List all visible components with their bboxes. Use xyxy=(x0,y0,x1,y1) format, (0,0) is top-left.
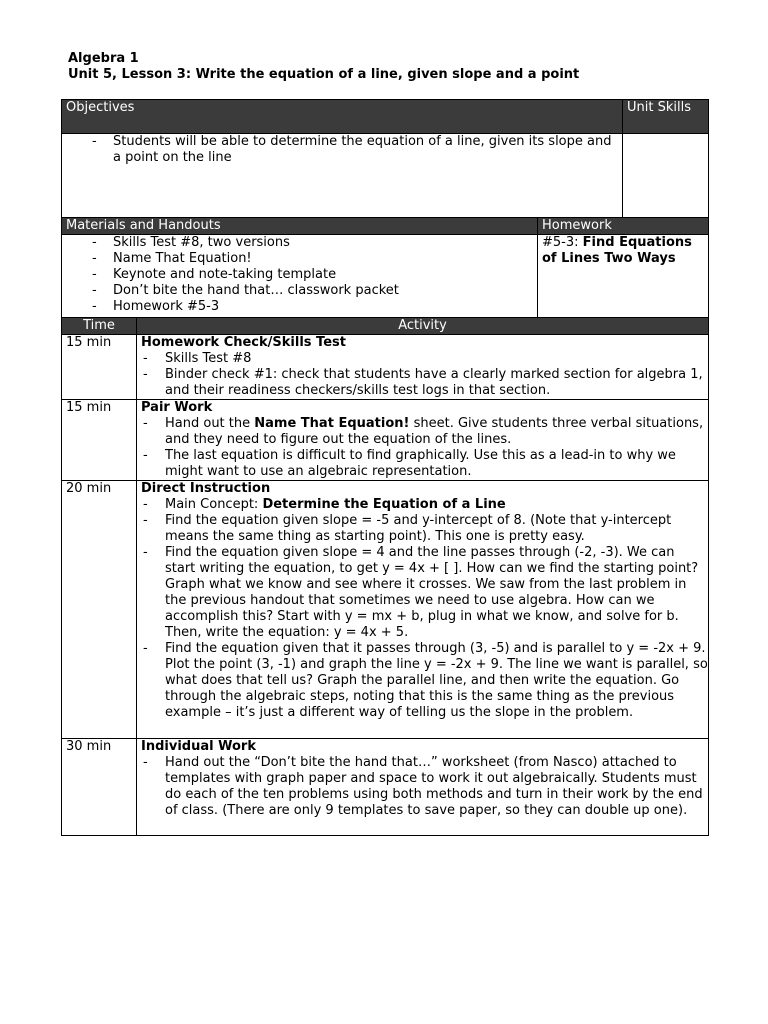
objectives-table xyxy=(61,99,709,218)
text-run: sheet. Give students three verbal situations, and they need to figure out the equation of the lines. xyxy=(165,416,704,447)
list-item: - Find the equation given that it passes through (3, -5) and is parallel to y = -2x + 9. Plot the point (3, -1) and graph the line y = -2x + 9. The line we want is parallel, so what does that tell us? Graph the parallel line, and then write the equation. Go through the algebraic steps, noting that this is the same thing as the previous example – it’s just a different way of telling us the slope in the problem. xyxy=(141,641,708,721)
list-item: - Find the equation given slope = 4 and the line passes through (-2, -3). We can start writing the equation, to get y = 4x + [ ]. How can we find the starting point? Graph what we know and see where it crosses. We saw from the last problem in the previous handout that sometimes we need to use algebra. How can we accomplish this? Start with y = mx + b, plug in what we know, and solve for b. Then, write the equation: y = 4x + 5. xyxy=(141,545,708,641)
list-item: - Keynote and note-taking template xyxy=(66,267,537,283)
objectives-list xyxy=(66,134,622,166)
time-cell: 30 min xyxy=(62,739,137,836)
activity-list xyxy=(141,755,708,819)
list-item: - Hand out the “Don’t bite the hand that…” worksheet (from Nasco) attached to templates with graph paper and space to work it out algebraically. Students must do each of the ten problems using both methods and turn in their work by the end of class. (There are only 9 templates to save paper, so they can double up one). xyxy=(141,755,708,819)
objectives-cell xyxy=(62,134,623,218)
unit-skills-cell xyxy=(623,134,709,218)
list-item: - Find the equation given slope = -5 and y-intercept of 8. (Note that y-intercept means the same thing as starting point). This one is pretty easy. xyxy=(141,513,708,545)
schedule-table xyxy=(61,317,709,836)
list-item: - Students will be able to determine the equation of a line, given its slope and a point on the line xyxy=(66,134,622,166)
materials-list xyxy=(66,235,537,315)
time-heading: Time xyxy=(62,318,137,335)
materials-table xyxy=(61,217,709,319)
activity-cell xyxy=(137,739,709,836)
homework-number: #5-3: xyxy=(542,235,579,250)
course-title: Algebra 1 xyxy=(68,51,139,66)
time-cell: 15 min xyxy=(62,335,137,400)
list-item: - Skills Test #8, two versions xyxy=(66,235,537,251)
table-row xyxy=(62,481,709,739)
table-row xyxy=(62,739,709,836)
main-concept: Determine the Equation of a Line xyxy=(262,497,506,512)
materials-heading: Materials and Handouts xyxy=(62,218,538,235)
activity-cell xyxy=(137,335,709,400)
lesson-title: Unit 5, Lesson 3: Write the equation of a line, given slope and a point xyxy=(68,67,580,82)
handout-name: Name That Equation! xyxy=(254,416,410,431)
objectives-heading: Objectives xyxy=(62,100,623,134)
text-run: Main Concept: xyxy=(165,497,263,512)
time-cell: 15 min xyxy=(62,400,137,481)
list-item: - Skills Test #8 xyxy=(141,351,708,367)
list-item: - Homework #5-3 xyxy=(66,299,537,315)
activity-list xyxy=(141,351,708,399)
text-run: Hand out the xyxy=(165,416,255,431)
unit-skills-heading: Unit Skills xyxy=(623,100,709,134)
list-item: - Binder check #1: check that students have a clearly marked section for algebra 1, and their readiness checkers/skills test logs in that section. xyxy=(141,367,708,399)
activity-cell xyxy=(137,481,709,739)
table-row xyxy=(62,335,709,400)
table-row xyxy=(62,400,709,481)
document-header xyxy=(68,51,579,83)
activity-list xyxy=(141,497,708,721)
list-item: - The last equation is difficult to find graphically. Use this as a lead-in to why we might want to use an algebraic representation. xyxy=(141,448,708,480)
materials-cell xyxy=(62,235,538,319)
homework-title: Find Equations of Lines Two Ways xyxy=(542,235,692,266)
activity-title: Pair Work xyxy=(141,400,213,415)
homework-heading: Homework xyxy=(538,218,709,235)
homework-cell xyxy=(538,235,709,319)
activity-heading: Activity xyxy=(137,318,709,335)
activity-title: Direct Instruction xyxy=(141,481,271,496)
list-item: - Don’t bite the hand that… classwork packet xyxy=(66,283,537,299)
activity-cell xyxy=(137,400,709,481)
time-cell: 20 min xyxy=(62,481,137,739)
list-item xyxy=(141,416,708,448)
activity-title: Homework Check/Skills Test xyxy=(141,335,346,350)
activity-list xyxy=(141,416,708,480)
list-item: - Name That Equation! xyxy=(66,251,537,267)
activity-title: Individual Work xyxy=(141,739,256,754)
list-item xyxy=(141,497,708,513)
